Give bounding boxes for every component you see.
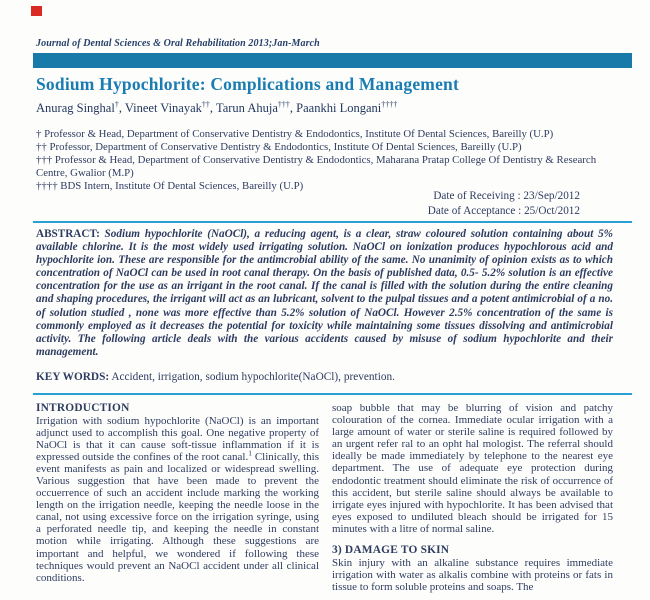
eye-damage-paragraph: soap bubble that may be blurring of vision and patchy colouration of the cornea. Immediate ocular irrigation with a large amount of water or sterile saline is required followed by an urgent refer ral to an opht hal mologist. The referral should ideally be made immediately by telephone to the nearest eye department. The use of adequate eye protection during endodontic treatment should eliminate the risk of occurrence of this accident, but sterile saline should always be available to irrigate eyes injured with hypochlorite. It has been advised that eyes exposed to undiluted bleach should be irrigated for 15 minutes with a litre of normal saline.	[332, 402, 613, 535]
author-affiliation-marker: †	[114, 99, 119, 109]
affiliation-line: †† Professor, Department of Conservative Dentistry & Endodontics, Institute Of Dental Sciences, Bareilly (U.P)	[36, 141, 522, 154]
date-of-acceptance: Date of Acceptance : 25/Oct/2012	[427, 204, 580, 217]
paper-title: Sodium Hypochlorite: Complications and Management	[36, 74, 460, 94]
introduction-text-continued: Clinically, this event manifests as pain and localized or widespread swelling. Various suggestion that have been made to prevent the occuerrence of such an accident include marking the working length on the irrigation needle, keeping the needle loose in the canal, not using excessive force on the irrigation syringe, using a perforated needle tip, and keeping the needle in constant motion while irrigating. Although these suggestions are important and helpful, we wondered if following these techniques would prevent an NaOCl accident under all clinical conditions.	[36, 450, 320, 584]
abstract-text: Sodium hypochlorite (NaOCl), a reducing agent, is a clear, straw coloured solution containing about 5% available chlorine. It is the most widely used irrigating solution. NaOCl on ionization produces hypochlorous acid and hypochlorite ion. These are responsible for the antimcrobial ability of the same. No unanimity of opinion exists as to which concentration of NaOCl can be used in root canal therapy. On the basis of published data, 0.5- 5.2% solution is an effective concentration for the use as an irrigant in the root canal. If the canal is filled with the solution during the entire cleaning and shaping procedures, the irrigant will act as an lubricant, solvent to the pulpal tissues and a potent antimicrobial of a no. of solution studied , none was more effective than 5.2% solution of NaOCl. However 2.5% concentration of the same is commonly employed as it decreases the potential for toxicity while maintaining some tissues dissolving and antimicrobial activity. The following article deals with the various accidents caused by misuse of sodium hypochlorite and their management.	[36, 228, 613, 358]
abstract-label: ABSTRACT:	[36, 228, 100, 240]
reference-marker: 1	[248, 448, 252, 458]
horizontal-rule-top	[33, 221, 632, 223]
affiliations-block	[36, 128, 616, 193]
introduction-paragraph	[36, 415, 319, 584]
damage-to-skin-heading: 3) DAMAGE TO SKIN	[332, 544, 450, 557]
title-band-divider	[33, 53, 632, 68]
affiliation-line: ††† Professor & Head, Department of Conservative Dentistry & Endodontics, Maharana Pratap College Of Dentistry & Research Centre, Gwalior (M.P)	[36, 154, 597, 180]
introduction-text: Irrigation with sodium hypochlorite (NaOCl) is an important adjunct used to accomplish this goal. One negative property of NaOCl is that it can cause soft-tissue inflammation if it is expressed outside the confines of the root canal.	[36, 414, 319, 463]
date-of-receiving: Date of Receiving : 23/Sep/2012	[433, 190, 580, 202]
keywords-text: Accident, irrigation, sodium hypochlorite(NaOCl), prevention.	[109, 371, 395, 383]
author-name: Tarun Ahuja	[215, 101, 278, 115]
scan-artifact-red-square	[31, 6, 42, 16]
affiliation-line: †††† BDS Intern, Institute Of Dental Sciences, Bareilly (U.P)	[36, 180, 304, 193]
affiliation-line: † Professor & Head, Department of Conservative Dentistry & Endodontics, Institute Of Dental Sciences, Bareilly (U.P)	[36, 128, 554, 140]
journal-header: Journal of Dental Sciences & Oral Rehabilitation 2013;Jan-March	[36, 38, 320, 49]
author-affiliation-marker: ††	[201, 99, 210, 109]
author-separator: ,	[118, 101, 125, 115]
authors-line	[36, 101, 632, 116]
left-column	[36, 402, 319, 584]
author-name: Paankhi Longani	[296, 101, 382, 115]
author-affiliation-marker: †††	[277, 99, 290, 109]
right-column	[332, 402, 613, 593]
author-name: Vineet Vinayak	[124, 101, 202, 115]
dates-block	[330, 189, 580, 218]
author-separator: ,	[209, 101, 216, 115]
keywords-label: KEY WORDS:	[36, 371, 110, 383]
author-separator: ,	[289, 101, 297, 115]
author-affiliation-marker: ††††	[381, 99, 398, 109]
keywords-line	[36, 371, 613, 383]
author-name: Anurag Singhal	[36, 101, 115, 115]
introduction-heading: INTRODUCTION	[36, 402, 130, 414]
damage-to-skin-paragraph: Skin injury with an alkaline substance requires immediate irrigation with water as alkalis combine with proteins or fats in tissue to form soluble proteins and soaps. The	[332, 556, 613, 593]
horizontal-rule-keywords	[33, 393, 632, 395]
abstract-paragraph	[36, 228, 613, 359]
paragraph-gap	[332, 535, 613, 544]
